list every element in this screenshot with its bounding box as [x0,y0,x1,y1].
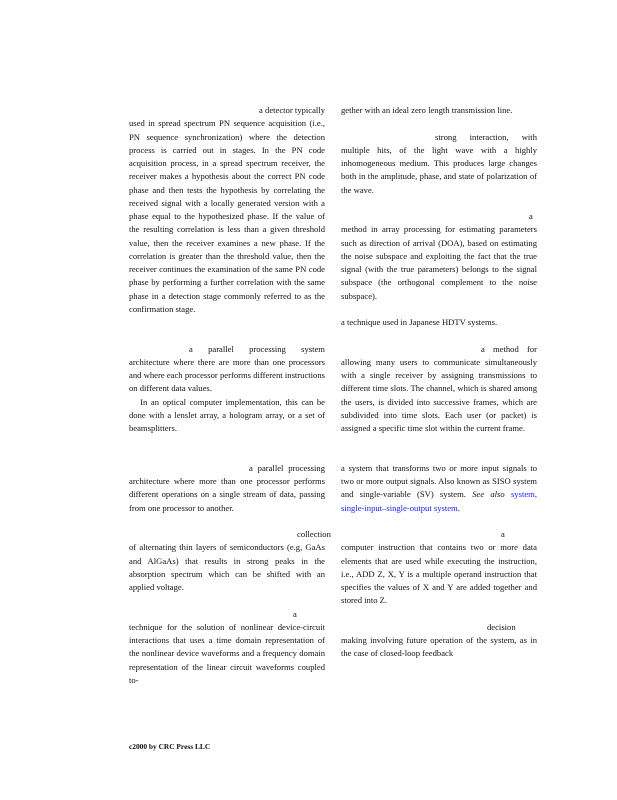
left-column [129,104,331,687]
entry-multi-stage-detector: a detector typically used in spread spectrum PN sequence acquisition (i.e., PN sequence synchronization) where the detection process is carried out in stages. In the PN code acquisition process, in a spread spectrum receiver, the receiver makes a hypothesis about the correct PN code phase and then tests the hypothesis by correlating the received signal with a locally generated version with a phase equal to the hypothesized phase. If the value of the resulting correlation is less than a given threshold value, then the receiver examines a new phase. If the correlation is greater than the threshold value, then the receiver continues the examination of the same PN code phase by performing a further correlation with the same phase in a detection stage commonly referred to as the confirmation stage. [129,105,325,314]
entry-multiple-operand-instruction: a computer instruction that contains two or more data elements that are used while executing the instruction, i.e., ADD Z, X, Y is a multiple operand instruction that specifies the values of X and Y are added together and stored into Z. [341,529,537,606]
entry-continuation: gether with an ideal zero length transmission line. [341,105,513,115]
entry-mimd-optical: In an optical computer implementation, this can be done with a lenslet array, a hologram array, or a set of beamsplitters. [129,396,325,433]
entry-tdma: a method for allowing many users to communicate simultaneously with a single receiver by assigning transmissions to different time slots. The channel, which is shared among the users, is divided into successive frames, which are subdivided into time slots. Each user (or packet) is assigned a specific time slot within the current frame. [341,343,537,433]
entry-mimo-system [341,462,537,515]
link-separator: , [534,489,537,500]
entry-muse: a technique used in Japanese HDTV systems. [341,317,498,327]
see-also-label: See also [472,489,505,500]
entry-mimd: a parallel processing system architecture where there are more than one processors and where each processor performs different instructions on different data values. [129,343,325,394]
link-system[interactable]: system [510,489,535,500]
copyright-footer: c2000 by CRC Press LLC [129,742,211,751]
entry-multiple-scattering: strong interaction, with multiple hits, of the light wave with a highly inhomogeneous medium. This produces large changes both in the amplitude, phase, and state of polarization of the wave. [341,131,537,195]
entry-multiple-quantum-well: collection of alternating thin layers of semiconductors (e.g, GaAs and AlGaAs) that results in strong peaks in the absorption spectrum which can be shifted with an applied voltage. [129,529,331,592]
entry-mimo-end: . [457,502,460,513]
entry-music: a method in array processing for estimating parameters such as direction of arrival (DOA), based on estimating the noise subspace and exploiting the fact that the true signal (with the true parameters) belongs to the signal subspace (the orthogonal complement to the noise subspace). [341,211,537,301]
entry-multistage-decision: decision making involving future operation of the system, as in the case of closed-loop feedback [341,621,537,659]
entry-harmonic-balance: a technique for the solution of nonlinear device-circuit interactions that uses a time domain representation of the nonlinear device waveforms and a frequency domain representation of the linear circuit waveforms coupled to- [129,608,325,685]
link-siso-system[interactable]: single-input–single-output system [341,502,458,513]
entry-misd: a parallel processing architecture where more than one processor performs different operations on a single stream of data, passing from one processor to another. [129,462,325,513]
right-column [341,104,537,661]
entry-mimo-text: a system that transforms two or more input signals to two or more output signals. Also known as SISO system and single-variable (SV) system. [341,462,537,500]
